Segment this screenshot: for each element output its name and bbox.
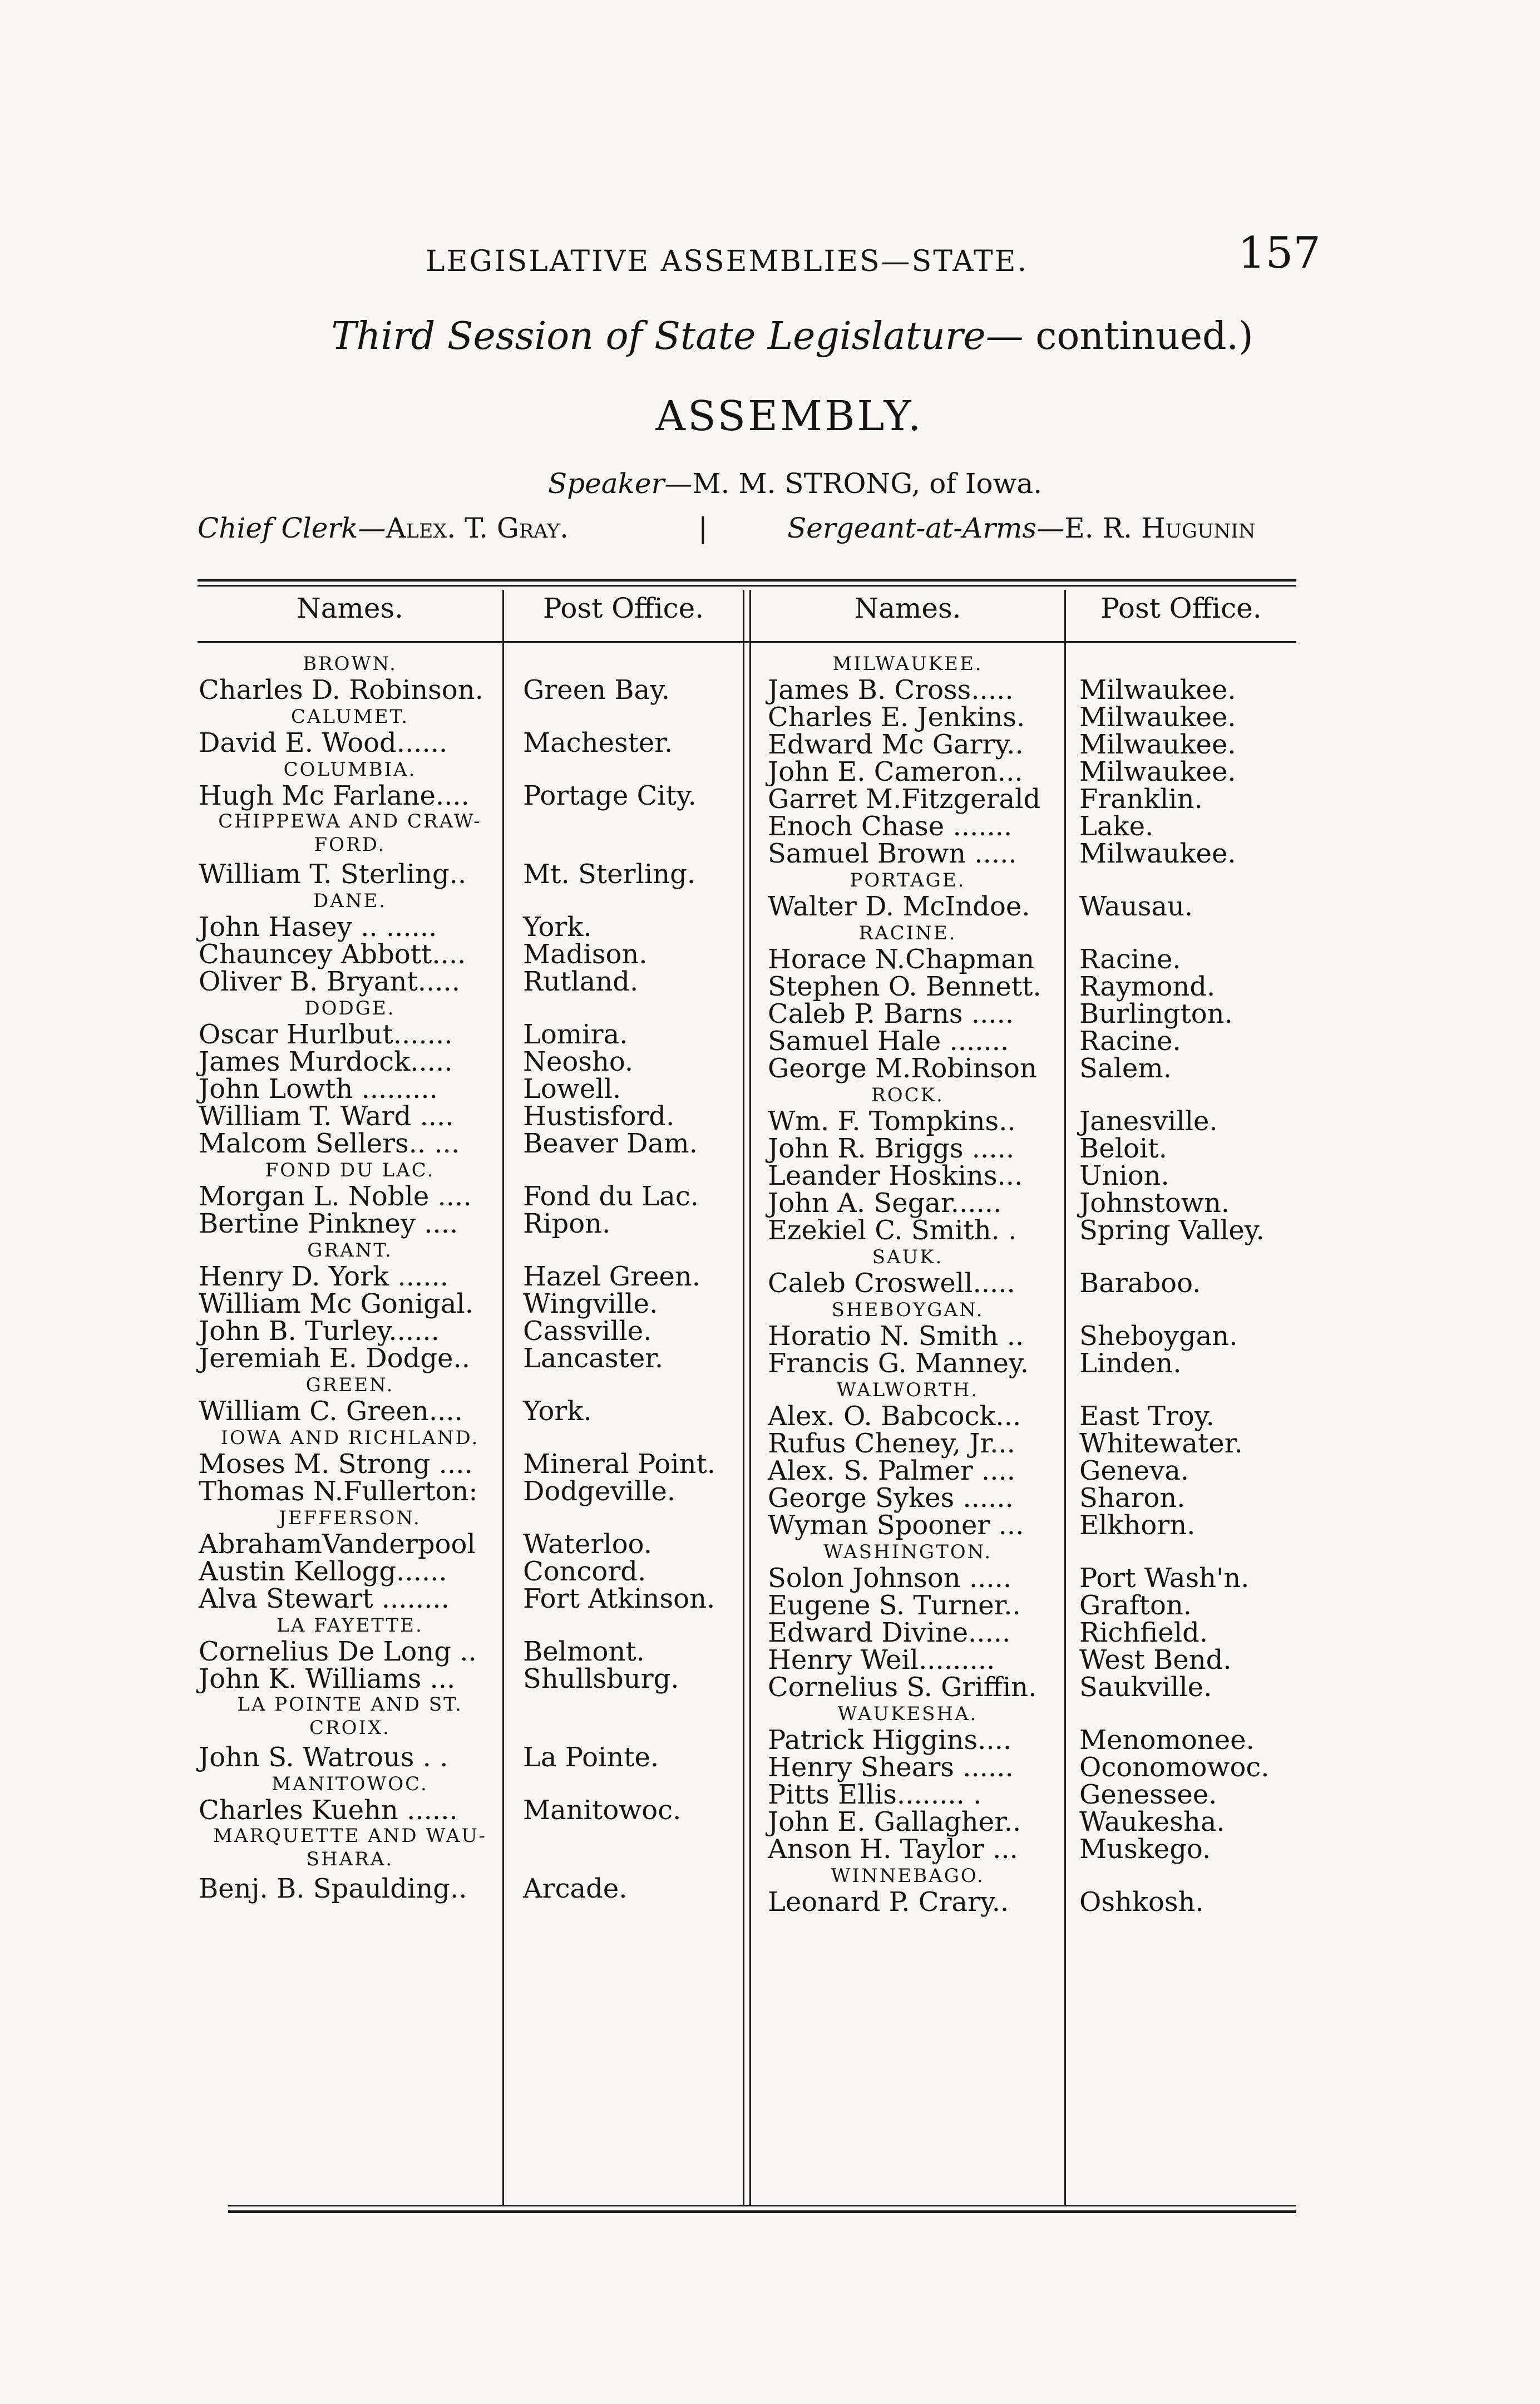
member-row bbox=[198, 861, 743, 888]
post-office: Portage City. bbox=[523, 780, 697, 811]
county-heading bbox=[198, 1425, 743, 1451]
member-name: William C. Green.... bbox=[199, 1396, 463, 1427]
member-name: Alex. O. Babcock... bbox=[768, 1401, 1021, 1432]
county-heading bbox=[198, 1693, 743, 1744]
table-top-rule-2 bbox=[198, 585, 1296, 587]
post-office: Linden. bbox=[1079, 1348, 1182, 1379]
sergeant-at-arms bbox=[787, 512, 1256, 544]
member-name: Solon Johnson ..... bbox=[768, 1563, 1012, 1594]
section-title: ASSEMBLY. bbox=[655, 392, 924, 440]
right-po-header: Post Office. bbox=[1100, 592, 1262, 624]
table-bottom-rule bbox=[228, 2205, 1296, 2206]
member-row bbox=[198, 1398, 743, 1425]
member-name: John Hasey .. ...... bbox=[199, 912, 437, 943]
member-row bbox=[198, 1558, 743, 1585]
right-names-header: Names. bbox=[854, 592, 961, 624]
member-name: Austin Kellogg...... bbox=[199, 1556, 447, 1587]
post-office: Green Bay. bbox=[523, 674, 670, 706]
member-row bbox=[198, 1073, 743, 1105]
county-name: LA FAYETTE. bbox=[277, 1614, 423, 1637]
county-name: RACINE. bbox=[858, 922, 957, 944]
post-office: Oshkosh. bbox=[1079, 1886, 1204, 1918]
member-row bbox=[751, 998, 1296, 1029]
post-office: Fort Atkinson. bbox=[523, 1583, 715, 1614]
county-heading bbox=[751, 1244, 1296, 1270]
member-row bbox=[751, 1162, 1296, 1190]
county-heading bbox=[751, 1297, 1296, 1323]
member-name: Leonard P. Crary.. bbox=[768, 1886, 1009, 1918]
member-name: Horatio N. Smith .. bbox=[768, 1321, 1024, 1352]
post-office: Racine. bbox=[1079, 944, 1181, 975]
page-number: 157 bbox=[1238, 228, 1321, 278]
member-name: Stephen O. Bennett. bbox=[768, 971, 1042, 1002]
county-heading bbox=[198, 1505, 743, 1531]
county-name: PORTAGE. bbox=[850, 869, 966, 891]
member-name: Thomas N.Fullerton: bbox=[199, 1476, 478, 1507]
member-name: John Lowth ......... bbox=[199, 1073, 438, 1105]
post-office: East Troy. bbox=[1079, 1401, 1215, 1432]
member-row bbox=[198, 1048, 743, 1076]
speaker-value: M. M. STRONG, of Iowa. bbox=[692, 467, 1043, 500]
member-name: Samuel Brown ..... bbox=[768, 838, 1017, 869]
post-office: Beloit. bbox=[1079, 1133, 1167, 1164]
member-row bbox=[751, 1644, 1296, 1676]
post-office: Milwaukee. bbox=[1079, 702, 1236, 733]
member-row bbox=[751, 840, 1296, 868]
county-heading bbox=[751, 1377, 1296, 1403]
member-name: Anson H. Taylor ... bbox=[768, 1834, 1018, 1865]
member-name: John E. Cameron... bbox=[768, 756, 1023, 787]
member-name: AbrahamVanderpool bbox=[199, 1529, 476, 1560]
member-row bbox=[751, 1674, 1296, 1701]
member-row bbox=[751, 813, 1296, 840]
member-row bbox=[198, 1130, 743, 1157]
chief-clerk-value: Alex. T. Gray. bbox=[386, 512, 569, 544]
post-office: West Bend. bbox=[1079, 1644, 1232, 1676]
member-name: Pitts Ellis........ . bbox=[768, 1779, 982, 1810]
county-name: DODGE. bbox=[304, 997, 396, 1019]
member-row bbox=[198, 1875, 743, 1903]
member-row bbox=[751, 893, 1296, 920]
post-office: Menomonee. bbox=[1079, 1725, 1255, 1756]
post-office: Lomira. bbox=[523, 1019, 628, 1050]
member-name: Wm. F. Tompkins.. bbox=[768, 1106, 1016, 1137]
county-name: MANITOWOC. bbox=[272, 1773, 428, 1795]
county-name: WAUKESHA. bbox=[837, 1703, 978, 1725]
member-name: Cornelius S. Griffin. bbox=[768, 1672, 1037, 1703]
member-name: Charles D. Robinson. bbox=[199, 674, 483, 706]
left-names-header: Names. bbox=[296, 592, 404, 624]
post-office: Oconomowoc. bbox=[1079, 1752, 1270, 1783]
member-row bbox=[751, 1592, 1296, 1619]
post-office: Wingville. bbox=[523, 1288, 658, 1319]
member-name: Henry D. York ...... bbox=[199, 1261, 449, 1292]
county-heading bbox=[751, 651, 1296, 677]
member-name: Alex. S. Palmer .... bbox=[768, 1455, 1015, 1486]
member-row bbox=[198, 727, 743, 758]
member-name: Henry Shears ...... bbox=[768, 1752, 1014, 1783]
county-name: ROCK. bbox=[871, 1084, 944, 1106]
member-row bbox=[751, 1836, 1296, 1863]
member-name: Walter D. McIndoe. bbox=[768, 891, 1030, 922]
sergeant-value: E. R. Hugunin bbox=[1064, 512, 1256, 544]
county-heading bbox=[198, 1157, 743, 1183]
post-office: Genessee. bbox=[1079, 1779, 1217, 1810]
member-row bbox=[751, 1457, 1296, 1485]
member-name: George Sykes ...... bbox=[768, 1482, 1014, 1514]
county-heading bbox=[751, 920, 1296, 946]
post-office: Arcade. bbox=[523, 1873, 628, 1904]
post-office: Belmont. bbox=[523, 1636, 645, 1667]
post-office: Lowell. bbox=[523, 1073, 621, 1105]
member-name: Caleb P. Barns ..... bbox=[768, 998, 1014, 1029]
member-row bbox=[751, 1217, 1296, 1244]
member-name: Malcom Sellers.. ... bbox=[199, 1128, 460, 1159]
member-name: James Murdock..... bbox=[199, 1046, 453, 1077]
table-bottom-rule-2 bbox=[228, 2210, 1296, 2213]
post-office: Milwaukee. bbox=[1079, 838, 1236, 869]
county-heading bbox=[198, 1824, 743, 1875]
member-name: Edward Divine..... bbox=[768, 1617, 1011, 1648]
member-name: Caleb Croswell..... bbox=[768, 1268, 1015, 1299]
member-name: Morgan L. Noble .... bbox=[199, 1181, 472, 1212]
county-name: COLUMBIA. bbox=[283, 758, 417, 781]
post-office: Shullsburg. bbox=[523, 1663, 679, 1694]
county-name: LA POINTE AND ST. CROIX. bbox=[237, 1693, 463, 1739]
county-name: MILWAUKEE. bbox=[832, 653, 983, 675]
member-row bbox=[198, 1478, 743, 1505]
member-name: Samuel Hale ....... bbox=[768, 1026, 1009, 1057]
post-office: Hustisford. bbox=[523, 1101, 675, 1132]
post-office: Sheboygan. bbox=[1079, 1321, 1238, 1352]
member-row bbox=[751, 973, 1296, 1001]
county-heading bbox=[751, 1701, 1296, 1727]
member-row bbox=[198, 782, 743, 810]
county-heading bbox=[198, 888, 743, 914]
col-rule-center-a bbox=[743, 590, 744, 2205]
county-heading bbox=[198, 996, 743, 1021]
county-name: BROWN. bbox=[303, 653, 397, 675]
left-po-header: Post Office. bbox=[542, 592, 704, 624]
member-row bbox=[751, 1754, 1296, 1781]
member-row bbox=[751, 1886, 1296, 1918]
county-name: WALWORTH. bbox=[836, 1379, 979, 1401]
member-row bbox=[751, 1403, 1296, 1430]
running-head-title: LEGISLATIVE ASSEMBLIES—STATE. bbox=[426, 245, 1028, 278]
member-name: Oliver B. Bryant..... bbox=[199, 966, 461, 997]
member-row bbox=[751, 731, 1296, 758]
right-entries bbox=[751, 651, 1296, 1916]
post-office: Port Wash'n. bbox=[1079, 1563, 1250, 1594]
member-name: Garret M.Fitzgerald bbox=[768, 784, 1041, 815]
county-name: JEFFERSON. bbox=[279, 1507, 421, 1529]
member-row bbox=[751, 704, 1296, 731]
post-office: Waukesha. bbox=[1079, 1806, 1225, 1838]
member-name: John A. Segar...... bbox=[768, 1188, 1002, 1219]
member-row bbox=[198, 1638, 743, 1666]
post-office: Saukville. bbox=[1079, 1672, 1212, 1703]
post-office: Sharon. bbox=[1079, 1482, 1186, 1514]
member-name: Charles Kuehn ...... bbox=[199, 1795, 458, 1826]
member-row bbox=[751, 758, 1296, 786]
county-name: WASHINGTON. bbox=[823, 1541, 993, 1563]
post-office: Milwaukee. bbox=[1079, 756, 1236, 787]
member-row bbox=[751, 1619, 1296, 1647]
member-name: Enoch Chase ....... bbox=[768, 811, 1013, 842]
member-name: Henry Weil......... bbox=[768, 1644, 995, 1676]
member-name: Wyman Spooner ... bbox=[768, 1510, 1024, 1541]
post-office: Concord. bbox=[523, 1556, 646, 1587]
post-office: Elkhorn. bbox=[1079, 1510, 1196, 1541]
speaker-label: Speaker— bbox=[547, 467, 693, 500]
member-row bbox=[198, 941, 743, 968]
member-row bbox=[198, 1263, 743, 1290]
county-name: FOND DU LAC. bbox=[265, 1159, 435, 1181]
county-name: GRANT. bbox=[307, 1239, 393, 1262]
post-office: Raymond. bbox=[1079, 971, 1216, 1002]
member-row bbox=[198, 1451, 743, 1478]
post-office: Mt. Sterling. bbox=[523, 859, 696, 890]
post-office: Ripon. bbox=[523, 1208, 611, 1239]
county-heading bbox=[751, 868, 1296, 893]
member-row bbox=[751, 1323, 1296, 1350]
county-heading bbox=[198, 1613, 743, 1638]
post-office: Burlington. bbox=[1079, 998, 1233, 1029]
member-row bbox=[198, 1797, 743, 1824]
member-name: John B. Turley...... bbox=[199, 1316, 440, 1347]
county-heading bbox=[198, 1771, 743, 1797]
member-row bbox=[198, 1103, 743, 1130]
member-name: William T. Ward .... bbox=[199, 1101, 454, 1132]
post-office: Richfield. bbox=[1079, 1617, 1208, 1648]
member-row bbox=[751, 1806, 1296, 1838]
subtitle-plain: continued.) bbox=[1023, 314, 1253, 358]
member-row bbox=[198, 914, 743, 941]
chief-clerk-label: Chief Clerk— bbox=[198, 512, 386, 544]
member-row bbox=[198, 968, 743, 996]
post-office: Geneva. bbox=[1079, 1455, 1189, 1486]
post-office: Spring Valley. bbox=[1079, 1215, 1265, 1246]
post-office: York. bbox=[523, 912, 592, 943]
post-office: Waterloo. bbox=[523, 1529, 652, 1560]
county-name: WINNEBAGO. bbox=[831, 1865, 985, 1887]
member-row bbox=[751, 1482, 1296, 1514]
post-office: Beaver Dam. bbox=[523, 1128, 698, 1159]
member-row bbox=[198, 1345, 743, 1372]
sergeant-label: Sergeant-at-Arms— bbox=[787, 512, 1065, 544]
member-row bbox=[751, 1055, 1296, 1082]
county-name: CALUMET. bbox=[290, 706, 409, 728]
county-name: GREEN. bbox=[305, 1374, 394, 1396]
post-office: Wausau. bbox=[1079, 891, 1193, 922]
member-row bbox=[198, 1210, 743, 1238]
member-row bbox=[198, 1318, 743, 1345]
county-heading bbox=[198, 810, 743, 861]
chief-clerk bbox=[198, 512, 569, 544]
subtitle-italic: Third Session of State Legislature— bbox=[331, 314, 1024, 358]
member-row bbox=[198, 1585, 743, 1613]
member-row bbox=[751, 1727, 1296, 1754]
post-office: La Pointe. bbox=[523, 1742, 659, 1773]
post-office: Dodgeville. bbox=[523, 1476, 676, 1507]
county-heading bbox=[198, 757, 743, 782]
county-name: CHIPPEWA AND CRAW-FORD. bbox=[218, 810, 482, 856]
member-row bbox=[751, 946, 1296, 973]
member-name: Edward Mc Garry.. bbox=[768, 729, 1024, 760]
member-row bbox=[751, 1512, 1296, 1539]
member-row bbox=[198, 1290, 743, 1318]
speaker-line bbox=[0, 467, 1540, 500]
session-subtitle bbox=[0, 314, 1540, 358]
member-row bbox=[751, 1135, 1296, 1162]
member-name: Chauncey Abbott.... bbox=[199, 939, 466, 970]
post-office: Muskego. bbox=[1079, 1834, 1211, 1865]
member-name: John E. Gallagher.. bbox=[768, 1806, 1021, 1838]
post-office: Whitewater. bbox=[1079, 1428, 1243, 1459]
assembly-table bbox=[198, 579, 1296, 2215]
member-name: George M.Robinson bbox=[768, 1053, 1037, 1084]
member-row bbox=[751, 1781, 1296, 1809]
header-rule bbox=[198, 641, 1296, 643]
member-name: Hugh Mc Farlane.... bbox=[199, 780, 470, 811]
table-top-rule bbox=[198, 579, 1296, 582]
member-name: Leander Hoskins... bbox=[768, 1160, 1023, 1191]
post-office: Johnstown. bbox=[1079, 1188, 1230, 1219]
post-office: Machester. bbox=[523, 727, 673, 758]
member-row bbox=[198, 1663, 743, 1694]
county-heading bbox=[751, 1082, 1296, 1108]
post-office: York. bbox=[523, 1396, 592, 1427]
member-name: William Mc Gonigal. bbox=[199, 1288, 474, 1319]
post-office: Cassville. bbox=[523, 1316, 652, 1347]
left-entries bbox=[198, 651, 743, 1903]
county-name: DANE. bbox=[313, 890, 387, 912]
post-office: Baraboo. bbox=[1079, 1268, 1201, 1299]
member-name: Moses M. Strong .... bbox=[199, 1449, 473, 1480]
member-name: Oscar Hurlbut....... bbox=[199, 1019, 453, 1050]
post-office: Janesville. bbox=[1079, 1106, 1218, 1137]
member-row bbox=[751, 1350, 1296, 1377]
county-heading bbox=[198, 651, 743, 677]
member-name: James B. Cross..... bbox=[768, 674, 1014, 706]
member-row bbox=[198, 674, 743, 706]
member-row bbox=[198, 1183, 743, 1210]
member-row bbox=[751, 1270, 1296, 1297]
county-name: SHEBOYGAN. bbox=[831, 1299, 984, 1321]
post-office: Lake. bbox=[1079, 811, 1154, 842]
county-name: IOWA AND RICHLAND. bbox=[220, 1427, 480, 1449]
post-office: Franklin. bbox=[1079, 784, 1203, 815]
member-row bbox=[198, 1744, 743, 1771]
member-row bbox=[198, 1021, 743, 1048]
post-office: Fond du Lac. bbox=[523, 1181, 699, 1212]
member-name: John K. Williams ... bbox=[199, 1663, 456, 1694]
post-office: Salem. bbox=[1079, 1053, 1172, 1084]
member-name: Horace N.Chapman bbox=[768, 944, 1035, 975]
member-row bbox=[751, 786, 1296, 813]
member-row bbox=[751, 674, 1296, 706]
member-row bbox=[751, 1028, 1296, 1055]
member-name: Patrick Higgins.... bbox=[768, 1725, 1012, 1756]
officers-separator: | bbox=[698, 512, 708, 544]
post-office: Neosho. bbox=[523, 1046, 634, 1077]
post-office: Rutland. bbox=[523, 966, 639, 997]
county-heading bbox=[751, 1539, 1296, 1565]
county-heading bbox=[198, 1238, 743, 1263]
county-name: MARQUETTE AND WAU-SHARA. bbox=[213, 1825, 487, 1870]
post-office: Grafton. bbox=[1079, 1590, 1192, 1621]
member-name: John S. Watrous . . bbox=[199, 1742, 448, 1773]
member-row bbox=[751, 1430, 1296, 1457]
post-office: Mineral Point. bbox=[523, 1449, 716, 1480]
member-name: Charles E. Jenkins. bbox=[768, 702, 1025, 733]
member-name: Eugene S. Turner.. bbox=[768, 1590, 1021, 1621]
member-name: Ezekiel C. Smith. . bbox=[768, 1215, 1017, 1246]
post-office: Manitowoc. bbox=[523, 1795, 682, 1826]
member-name: Rufus Cheney, Jr... bbox=[768, 1428, 1015, 1459]
member-name: William T. Sterling.. bbox=[199, 859, 467, 890]
member-row bbox=[751, 1565, 1296, 1592]
county-heading bbox=[198, 704, 743, 730]
post-office: Union. bbox=[1079, 1160, 1169, 1191]
post-office: Madison. bbox=[523, 939, 648, 970]
post-office: Lancaster. bbox=[523, 1343, 664, 1374]
member-name: Alva Stewart ........ bbox=[199, 1583, 450, 1614]
county-name: SAUK. bbox=[872, 1246, 944, 1268]
county-heading bbox=[751, 1863, 1296, 1889]
member-name: David E. Wood...... bbox=[199, 727, 448, 758]
post-office: Milwaukee. bbox=[1079, 674, 1236, 706]
member-name: Bertine Pinkney .... bbox=[199, 1208, 458, 1239]
member-name: Jeremiah E. Dodge.. bbox=[199, 1343, 470, 1374]
county-heading bbox=[198, 1372, 743, 1398]
member-name: Cornelius De Long .. bbox=[199, 1636, 477, 1667]
member-name: Francis G. Manney. bbox=[768, 1348, 1029, 1379]
member-row bbox=[751, 1108, 1296, 1135]
member-row bbox=[198, 1531, 743, 1558]
post-office: Milwaukee. bbox=[1079, 729, 1236, 760]
post-office: Hazel Green. bbox=[523, 1261, 701, 1292]
member-name: John R. Briggs ..... bbox=[768, 1133, 1015, 1164]
member-row bbox=[751, 1190, 1296, 1217]
post-office: Racine. bbox=[1079, 1026, 1181, 1057]
member-name: Benj. B. Spaulding.. bbox=[199, 1873, 467, 1904]
